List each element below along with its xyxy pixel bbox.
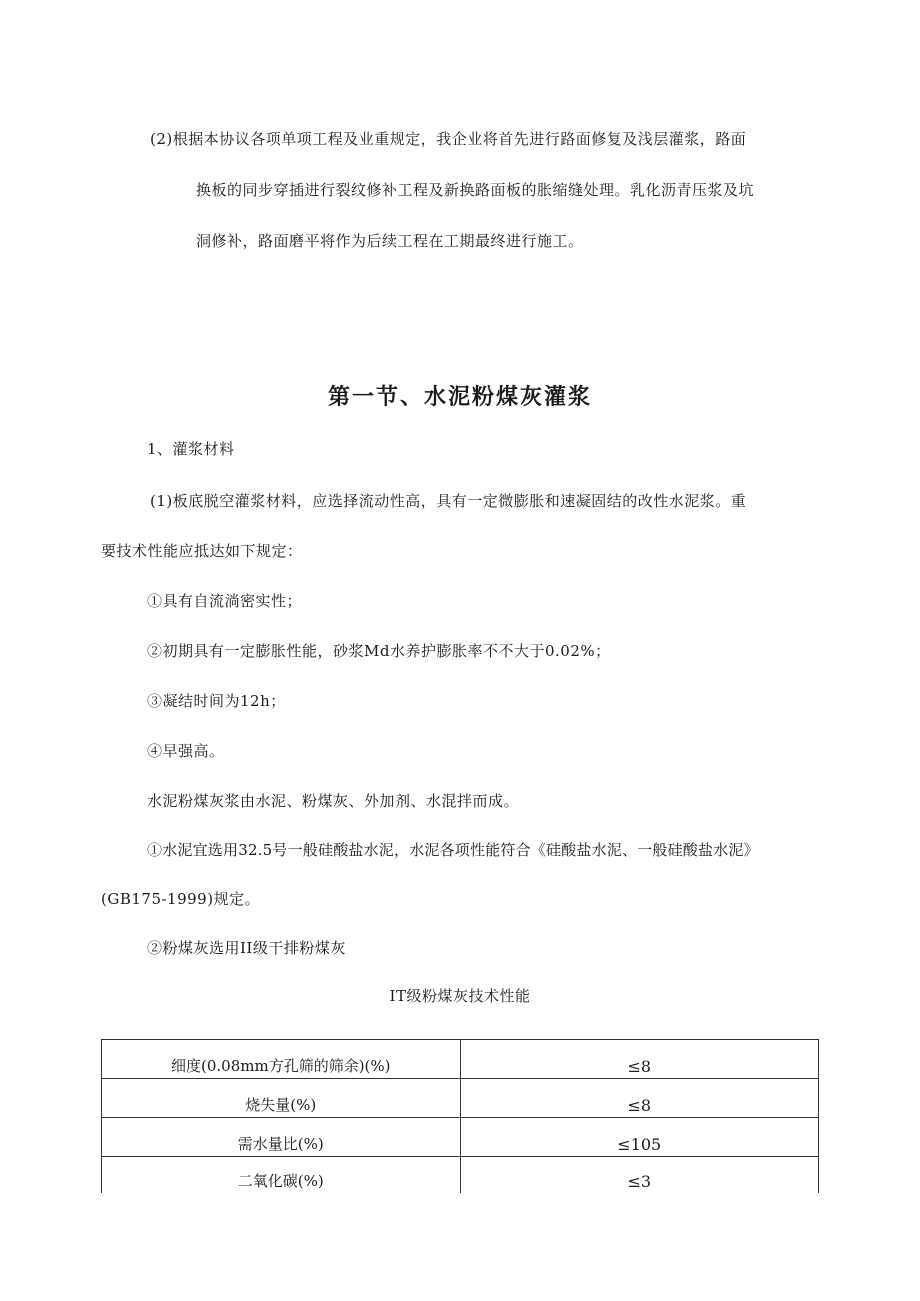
- table-cell-item: 二氧化碳(%): [102, 1157, 461, 1194]
- table-row: [102, 1040, 819, 1079]
- table-row: [102, 1118, 819, 1157]
- table-caption: IT级粉煤灰技术性能: [389, 987, 531, 1005]
- flyash-spec: ②粉煤灰选用II级干排粉煤灰: [147, 939, 346, 957]
- table-cell-value: ≤105: [460, 1118, 818, 1157]
- cement-line-2: (GB175-1999)规定。: [101, 890, 261, 908]
- requirement-1: ①具有自流淌密实性；: [147, 592, 303, 610]
- cement-line-1: ①水泥宜选用32.5号一般硅酸盐水泥，水泥各项性能符合《硅酸盐水泥、一般硅酸盐水泥》: [147, 841, 759, 859]
- table-cell-item: 细度(0.08mm方孔筛的筛余)(%): [102, 1040, 461, 1079]
- para1-line-2: 要技术性能应抵达如下规定：: [101, 542, 303, 560]
- requirement-2: ②初期具有一定膨胀性能，砂浆Md水养护膨胀率不不大于0.02%；: [147, 642, 611, 660]
- table-row: [102, 1079, 819, 1118]
- table-cell-value: ≤8: [460, 1040, 818, 1079]
- flyash-spec-table: [101, 1039, 819, 1193]
- requirement-4: ④早强高。: [147, 742, 225, 760]
- intro-line-3: 洞修补，路面磨平将作为后续工程在工期最终进行施工。: [196, 232, 584, 250]
- table-row: [102, 1157, 819, 1194]
- para1-line-1: (1)板底脱空灌浆材料，应选择流动性高，具有一定微膨胀和速凝固结的改性水泥浆。重: [150, 492, 747, 510]
- table-cell-value: ≤3: [460, 1157, 818, 1194]
- table-cell-item: 需水量比(%): [102, 1118, 461, 1157]
- intro-line-2: 换板的同步穿插进行裂纹修补工程及新换路面板的胀缩缝处理。乳化沥青压浆及坑: [196, 181, 755, 199]
- table-cell-value: ≤8: [460, 1079, 818, 1118]
- requirement-3: ③凝结时间为12h；: [147, 692, 286, 710]
- table-cell-item: 烧失量(%): [102, 1079, 461, 1118]
- mix-description: 水泥粉煤灰浆由水泥、粉煤灰、外加剂、水混拌而成。: [147, 792, 520, 810]
- subsection-title: 1、灌浆材料: [147, 440, 235, 458]
- intro-line-1: (2)根据本协议各项单项工程及业重规定，我企业将首先进行路面修复及浅层灌浆，路面: [150, 130, 747, 148]
- section-title: 第一节、水泥粉煤灰灌浆: [327, 384, 592, 410]
